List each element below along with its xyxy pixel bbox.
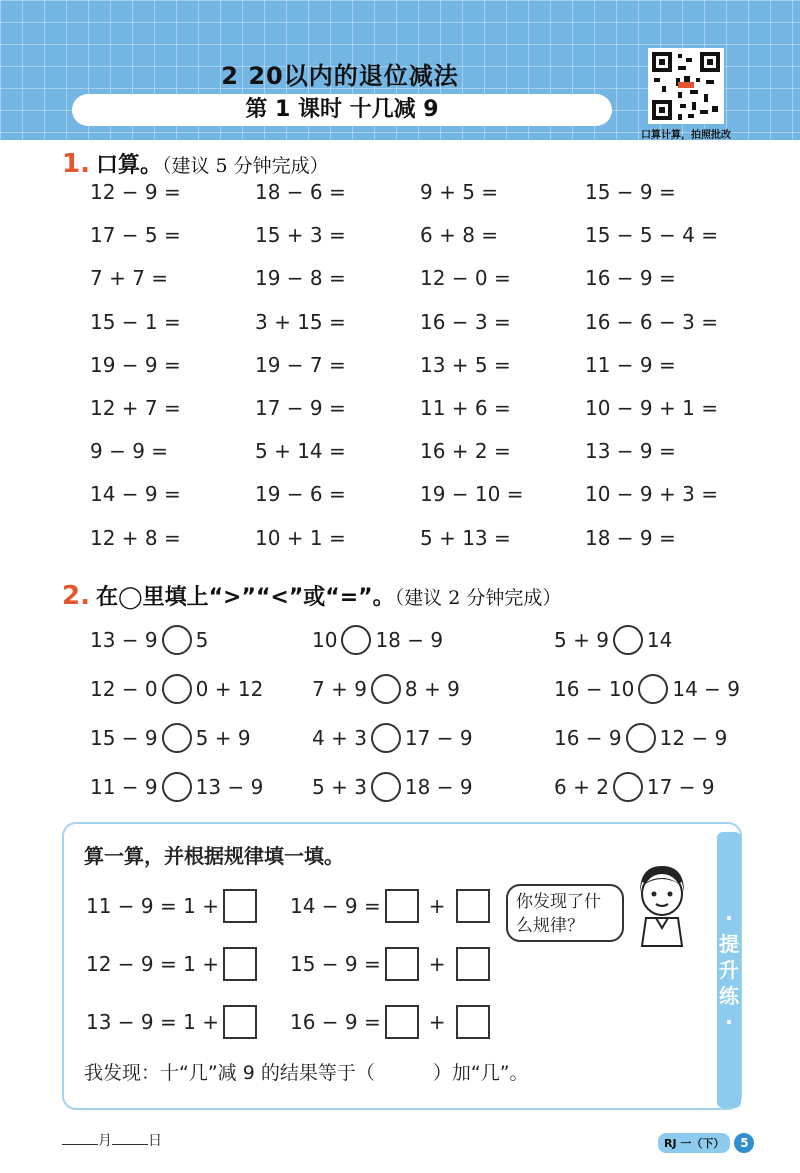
answer-box[interactable] bbox=[223, 947, 257, 981]
pattern-row-right bbox=[290, 946, 494, 982]
plus-sign: + bbox=[428, 952, 446, 976]
comparison-right: 5 bbox=[195, 628, 209, 652]
drill-problem[interactable]: 15 + 3 = bbox=[255, 223, 346, 248]
comparison-left: 13 − 9 bbox=[90, 628, 158, 652]
month-blank[interactable] bbox=[62, 1144, 98, 1145]
panel-title: 算一算，并根据规律填一填。 bbox=[84, 844, 344, 868]
drill-problem[interactable]: 5 + 14 = bbox=[255, 439, 346, 464]
drill-problem[interactable]: 3 + 15 = bbox=[255, 309, 346, 334]
answer-circle[interactable] bbox=[162, 625, 192, 655]
drill-problem[interactable]: 10 + 1 = bbox=[255, 525, 346, 550]
comparison-right: 17 − 9 bbox=[646, 775, 715, 799]
comparison-item bbox=[554, 767, 715, 807]
comparison-item bbox=[90, 718, 251, 758]
drill-problem[interactable]: 12 + 8 = bbox=[90, 525, 181, 550]
comparison-item bbox=[312, 767, 473, 807]
comparison-item bbox=[554, 669, 740, 709]
comparison-item bbox=[90, 620, 208, 660]
pattern-row-right bbox=[290, 1004, 494, 1040]
drill-problem[interactable]: 12 + 7 = bbox=[90, 396, 181, 420]
comparison-right: 14 bbox=[646, 628, 673, 652]
comparison-right: 12 − 9 bbox=[659, 726, 728, 750]
comparison-right: 13 − 9 bbox=[195, 775, 264, 799]
pattern-equation: 15 − 9 = bbox=[290, 952, 381, 976]
section1-hint: （建议 5 分钟完成） bbox=[161, 155, 329, 177]
drill-problem[interactable]: 11 − 9 = bbox=[585, 352, 676, 377]
drill-problem[interactable]: 16 − 3 = bbox=[420, 309, 511, 334]
comparison-left: 11 − 9 bbox=[90, 775, 158, 799]
drill-problem[interactable]: 10 − 9 + 1 = bbox=[585, 396, 718, 420]
drill-problem[interactable]: 18 − 9 = bbox=[585, 525, 676, 550]
qr-caption: 口算计算，拍照批改 bbox=[641, 130, 731, 141]
drill-problem[interactable]: 12 − 9 = bbox=[90, 180, 181, 204]
drill-problem[interactable]: 11 + 6 = bbox=[420, 396, 511, 420]
pattern-equation: 16 − 9 = bbox=[290, 1010, 381, 1034]
drill-problem[interactable]: 19 − 9 = bbox=[90, 352, 181, 377]
comparison-item bbox=[90, 767, 263, 807]
comparison-left: 15 − 9 bbox=[90, 726, 158, 750]
drill-problem[interactable]: 16 + 2 = bbox=[420, 439, 511, 464]
date-line bbox=[62, 1130, 162, 1150]
pattern-row-left bbox=[86, 1004, 261, 1040]
comparison-right: 5 + 9 bbox=[195, 726, 251, 750]
speech-bubble: 你发现了什么规律？ bbox=[506, 884, 624, 942]
answer-circle[interactable] bbox=[613, 772, 643, 802]
comparison-item bbox=[554, 718, 727, 758]
qr-code-icon[interactable] bbox=[648, 48, 724, 124]
finding-sentence bbox=[84, 1058, 529, 1085]
plus-sign: + bbox=[428, 894, 446, 918]
answer-circle[interactable] bbox=[613, 625, 643, 655]
day-label: 日 bbox=[148, 1133, 162, 1149]
pattern-row-left bbox=[86, 888, 261, 924]
chapter-title: 2 20以内的退位减法 bbox=[221, 62, 459, 90]
finding-text-end: ）加“几”。 bbox=[432, 1062, 529, 1084]
side-tab-char: · bbox=[725, 1010, 733, 1034]
comparison-left: 4 + 3 bbox=[312, 726, 367, 750]
comparison-right: 8 + 9 bbox=[404, 677, 460, 701]
answer-circle[interactable] bbox=[626, 723, 656, 753]
month-label: 月 bbox=[98, 1133, 112, 1149]
pattern-equation: 12 − 9 = 1 + bbox=[86, 952, 219, 976]
drill-problem[interactable]: 19 − 6 = bbox=[255, 482, 346, 507]
comparison-left: 7 + 9 bbox=[312, 677, 367, 701]
drill-problem[interactable]: 16 − 6 − 3 = bbox=[585, 309, 718, 334]
drill-problem[interactable]: 17 − 5 = bbox=[90, 223, 181, 248]
plus-sign: + bbox=[428, 1010, 446, 1034]
section2-hint: （建议 2 分钟完成） bbox=[394, 587, 562, 609]
comparison-left: 16 − 10 bbox=[554, 677, 635, 701]
answer-circle[interactable] bbox=[162, 723, 192, 753]
answer-circle[interactable] bbox=[162, 772, 192, 802]
finding-text-start: 我发现：十“几”减 9 的结果等于（ bbox=[84, 1062, 375, 1084]
answer-box[interactable] bbox=[223, 1005, 257, 1039]
comparison-left: 16 − 9 bbox=[554, 726, 622, 750]
section1-text: 口算。 bbox=[95, 153, 162, 178]
drill-problem[interactable]: 13 + 5 = bbox=[420, 352, 511, 377]
answer-circle[interactable] bbox=[371, 723, 401, 753]
drill-problem[interactable]: 13 − 9 = bbox=[585, 439, 676, 464]
lesson-title: 第 1 课时 十几减 9 bbox=[72, 94, 612, 126]
drill-problem[interactable]: 15 − 5 − 4 = bbox=[585, 223, 718, 248]
pattern-row-right bbox=[290, 888, 494, 924]
answer-box[interactable] bbox=[223, 889, 257, 923]
side-tab-char: 提 bbox=[719, 932, 739, 956]
comparison-item bbox=[312, 718, 473, 758]
drill-problem[interactable]: 10 − 9 + 3 = bbox=[585, 482, 718, 507]
comparison-right: 14 − 9 bbox=[672, 677, 741, 701]
student-avatar-icon bbox=[632, 860, 690, 954]
answer-box[interactable] bbox=[385, 947, 419, 981]
drill-problem[interactable]: 9 − 9 = bbox=[90, 439, 169, 464]
day-blank[interactable] bbox=[112, 1144, 148, 1145]
comparison-left: 5 + 3 bbox=[312, 775, 367, 799]
answer-circle[interactable] bbox=[341, 625, 371, 655]
answer-circle[interactable] bbox=[638, 674, 668, 704]
answer-box[interactable] bbox=[456, 889, 490, 923]
drill-problem[interactable]: 9 + 5 = bbox=[420, 180, 499, 204]
comparison-right: 0 + 12 bbox=[195, 677, 264, 701]
pattern-equation: 13 − 9 = 1 + bbox=[86, 1010, 219, 1034]
comparison-item bbox=[90, 669, 263, 709]
drill-problem[interactable]: 12 − 0 = bbox=[420, 266, 511, 291]
drill-problem[interactable]: 18 − 6 = bbox=[255, 180, 346, 204]
answer-box[interactable] bbox=[456, 1005, 490, 1039]
side-tab-char: · bbox=[725, 906, 733, 930]
answer-circle[interactable] bbox=[371, 772, 401, 802]
section1-title bbox=[62, 148, 329, 179]
drill-problem[interactable]: 7 + 7 = bbox=[90, 266, 169, 291]
drill-problem[interactable]: 17 − 9 = bbox=[255, 396, 346, 420]
comparison-item bbox=[554, 620, 672, 660]
comparison-left: 12 − 0 bbox=[90, 677, 158, 701]
pattern-equation: 11 − 9 = 1 + bbox=[86, 894, 219, 918]
comparison-right: 18 − 9 bbox=[375, 628, 444, 652]
edition-code: RJ 一（下） bbox=[658, 1133, 730, 1153]
answer-box[interactable] bbox=[456, 947, 490, 981]
section2-title bbox=[62, 580, 561, 611]
page-info bbox=[658, 1132, 754, 1154]
drill-problem[interactable]: 19 − 8 = bbox=[255, 266, 346, 291]
comparison-item bbox=[312, 669, 460, 709]
comparison-right: 17 − 9 bbox=[404, 726, 473, 750]
drill-problem[interactable]: 15 − 1 = bbox=[90, 309, 181, 334]
drill-problem[interactable]: 19 − 10 = bbox=[420, 482, 524, 507]
section2-number: 2. bbox=[62, 581, 90, 611]
answer-circle[interactable] bbox=[162, 674, 192, 704]
comparison-left: 6 + 2 bbox=[554, 775, 609, 799]
comparison-item bbox=[312, 620, 443, 660]
section1-number: 1. bbox=[62, 149, 90, 179]
comparison-right: 18 − 9 bbox=[404, 775, 473, 799]
drill-problem[interactable]: 14 − 9 = bbox=[90, 482, 181, 507]
comparison-left: 10 bbox=[312, 628, 338, 652]
page-number: 5 bbox=[734, 1133, 754, 1153]
pattern-equation: 14 − 9 = bbox=[290, 894, 381, 918]
side-tab-char: 练 bbox=[719, 984, 739, 1008]
drill-problem[interactable]: 5 + 13 = bbox=[420, 525, 511, 550]
section2-text: 在◯里填上“>”“<”或“=”。 bbox=[95, 585, 395, 610]
side-tab-practice bbox=[717, 832, 741, 1108]
drill-problem[interactable]: 6 + 8 = bbox=[420, 223, 499, 248]
drill-problem[interactable]: 16 − 9 = bbox=[585, 266, 676, 291]
drill-problem[interactable]: 19 − 7 = bbox=[255, 352, 346, 377]
comparison-left: 5 + 9 bbox=[554, 628, 609, 652]
answer-box[interactable] bbox=[385, 1005, 419, 1039]
drill-problem[interactable]: 15 − 9 = bbox=[585, 180, 676, 204]
answer-box[interactable] bbox=[385, 889, 419, 923]
pattern-row-left bbox=[86, 946, 261, 982]
side-tab-char: 升 bbox=[719, 958, 739, 982]
answer-circle[interactable] bbox=[371, 674, 401, 704]
